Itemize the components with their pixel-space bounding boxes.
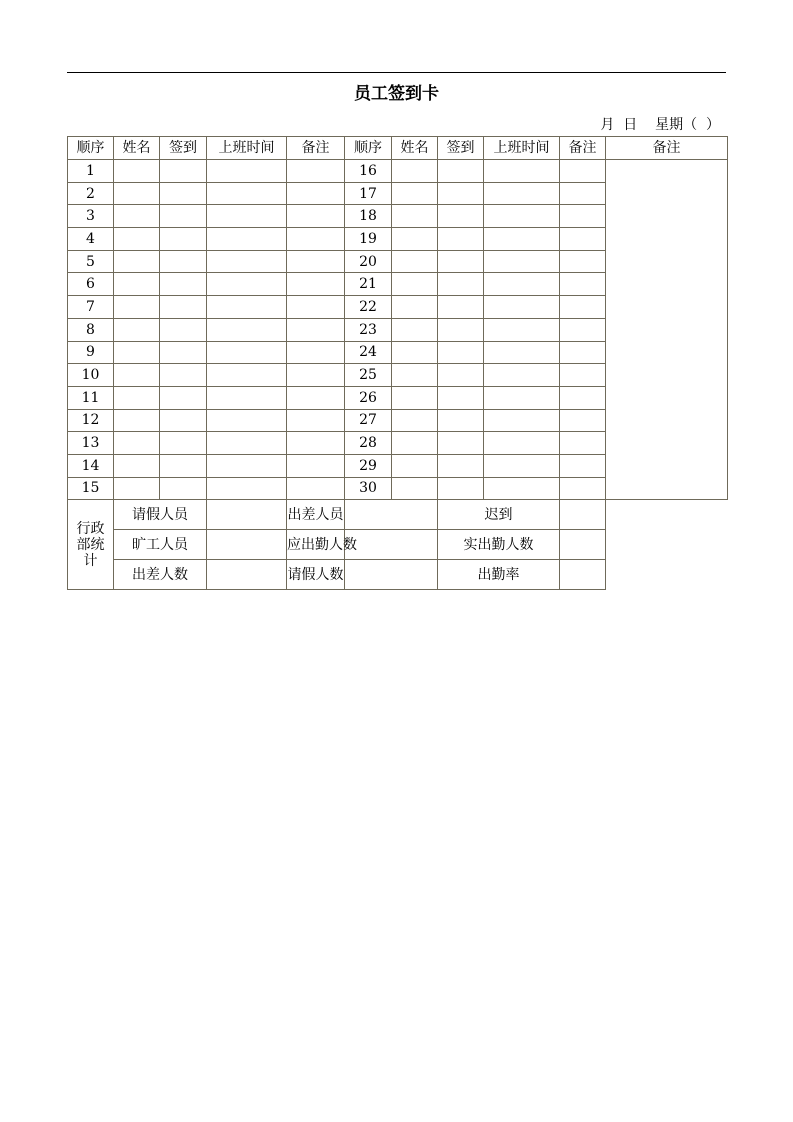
stats-value-cell[interactable] [560,500,606,530]
col-header-work-time-2: 上班时间 [484,137,560,160]
stats-label: 请假人数 [287,560,345,590]
remark-cell[interactable] [560,318,606,341]
col-header-work-time: 上班时间 [207,137,287,160]
signin-cell[interactable] [160,341,207,364]
signin-cell[interactable] [438,386,484,409]
order-cell: 12 [68,409,114,432]
stats-value-cell[interactable] [345,500,438,530]
remark-cell[interactable] [560,273,606,296]
name-cell[interactable] [392,409,438,432]
remark-cell[interactable] [560,386,606,409]
signin-cell[interactable] [438,273,484,296]
work-time-cell[interactable] [207,182,287,205]
signin-cell[interactable] [160,250,207,273]
work-time-cell[interactable] [484,432,560,455]
order-cell: 7 [68,296,114,319]
remark-cell[interactable] [287,182,345,205]
remark-cell[interactable] [287,205,345,228]
name-cell[interactable] [114,296,160,319]
remark-cell[interactable] [287,296,345,319]
order-cell: 29 [345,454,392,477]
remark-cell[interactable] [287,409,345,432]
order-cell: 17 [345,182,392,205]
signin-cell[interactable] [160,228,207,251]
name-cell[interactable] [392,296,438,319]
signin-cell[interactable] [160,364,207,387]
name-cell[interactable] [114,228,160,251]
work-time-cell[interactable] [207,160,287,183]
order-cell: 27 [345,409,392,432]
name-cell[interactable] [114,454,160,477]
name-cell[interactable] [114,364,160,387]
col-header-name-2: 姓名 [392,137,438,160]
stats-value-cell[interactable] [345,560,438,590]
col-header-signin: 签到 [160,137,207,160]
name-cell[interactable] [114,318,160,341]
name-cell[interactable] [392,432,438,455]
col-header-order-2: 顺序 [345,137,392,160]
name-cell[interactable] [392,228,438,251]
work-time-cell[interactable] [484,205,560,228]
work-time-cell[interactable] [207,409,287,432]
order-cell: 3 [68,205,114,228]
name-cell[interactable] [114,273,160,296]
signin-cell[interactable] [438,341,484,364]
remark-cell[interactable] [560,160,606,183]
signin-cell[interactable] [438,409,484,432]
order-cell: 20 [345,250,392,273]
signin-cell[interactable] [438,250,484,273]
day-label: 日 [623,117,638,133]
remark-cell[interactable] [287,386,345,409]
order-cell: 18 [345,205,392,228]
signin-cell[interactable] [160,318,207,341]
order-cell: 22 [345,296,392,319]
col-header-remark-wide: 备注 [606,137,728,160]
remark-cell[interactable] [287,273,345,296]
order-cell: 4 [68,228,114,251]
stats-label: 出勤率 [438,560,560,590]
name-cell[interactable] [114,477,160,500]
remark-cell[interactable] [287,432,345,455]
name-cell[interactable] [392,364,438,387]
signin-cell[interactable] [160,182,207,205]
remark-cell[interactable] [560,432,606,455]
name-cell[interactable] [392,160,438,183]
work-time-cell[interactable] [484,318,560,341]
col-header-remark-2: 备注 [560,137,606,160]
work-time-cell[interactable] [484,454,560,477]
work-time-cell[interactable] [207,250,287,273]
stats-value-cell[interactable] [345,530,438,560]
signin-cell[interactable] [438,364,484,387]
work-time-cell[interactable] [484,477,560,500]
order-cell: 15 [68,477,114,500]
name-cell[interactable] [392,341,438,364]
col-header-order: 顺序 [68,137,114,160]
remark-cell[interactable] [287,341,345,364]
name-cell[interactable] [392,386,438,409]
order-cell: 1 [68,160,114,183]
stats-row [68,560,728,590]
name-cell[interactable] [114,182,160,205]
signin-cell[interactable] [438,160,484,183]
work-time-cell[interactable] [207,228,287,251]
signin-cell[interactable] [160,273,207,296]
work-time-cell[interactable] [484,409,560,432]
name-cell[interactable] [392,318,438,341]
remark-cell[interactable] [287,228,345,251]
work-time-cell[interactable] [484,296,560,319]
work-time-cell[interactable] [207,273,287,296]
remark-cell[interactable] [287,250,345,273]
work-time-cell[interactable] [484,386,560,409]
stats-value-cell[interactable] [560,560,606,590]
order-cell: 16 [345,160,392,183]
remark-cell[interactable] [287,477,345,500]
stats-section-label-line: 行政 [76,520,105,537]
stats-section-label [68,500,114,590]
order-cell: 2 [68,182,114,205]
name-cell[interactable] [114,250,160,273]
signin-cell[interactable] [438,205,484,228]
date-line [600,117,720,133]
work-time-cell[interactable] [484,160,560,183]
name-cell[interactable] [114,386,160,409]
remark-cell[interactable] [560,364,606,387]
remark-area[interactable] [606,160,728,500]
stats-label: 出差人员 [287,500,345,530]
stats-label: 迟到 [438,500,560,530]
stats-label: 出差人数 [114,560,207,590]
stats-row [68,500,728,530]
order-cell: 11 [68,386,114,409]
name-cell[interactable] [392,205,438,228]
col-header-signin-2: 签到 [438,137,484,160]
work-time-cell[interactable] [484,182,560,205]
order-cell: 10 [68,364,114,387]
name-cell[interactable] [392,273,438,296]
signin-cell[interactable] [438,296,484,319]
work-time-cell[interactable] [207,432,287,455]
name-cell[interactable] [114,409,160,432]
order-cell: 25 [345,364,392,387]
signin-cell[interactable] [438,318,484,341]
order-cell: 14 [68,454,114,477]
work-time-cell[interactable] [207,341,287,364]
remark-cell[interactable] [287,454,345,477]
col-header-remark: 备注 [287,137,345,160]
order-cell: 26 [345,386,392,409]
signin-cell[interactable] [160,409,207,432]
remark-cell[interactable] [560,296,606,319]
stats-value-cell[interactable] [560,530,606,560]
signin-cell[interactable] [160,296,207,319]
remark-cell[interactable] [560,182,606,205]
remark-cell[interactable] [560,228,606,251]
stats-label: 旷工人员 [114,530,207,560]
name-cell[interactable] [392,250,438,273]
name-cell[interactable] [114,160,160,183]
stats-label: 请假人员 [114,500,207,530]
stats-value-cell[interactable] [207,560,287,590]
stats-section-label-line: 部统 [76,536,105,553]
header-row [68,137,728,160]
name-cell[interactable] [392,454,438,477]
remark-cell[interactable] [560,477,606,500]
work-time-cell[interactable] [207,386,287,409]
table-row [68,160,728,183]
order-cell: 24 [345,341,392,364]
work-time-cell[interactable] [484,228,560,251]
remark-cell[interactable] [560,409,606,432]
stats-section-label-line: 计 [83,552,98,569]
work-time-cell[interactable] [207,318,287,341]
work-time-cell[interactable] [484,250,560,273]
remark-cell[interactable] [560,250,606,273]
signin-cell[interactable] [438,477,484,500]
work-time-cell[interactable] [207,454,287,477]
work-time-cell[interactable] [207,296,287,319]
remark-cell[interactable] [287,318,345,341]
order-cell: 30 [345,477,392,500]
remark-cell[interactable] [560,205,606,228]
signin-cell[interactable] [438,454,484,477]
signin-cell[interactable] [438,182,484,205]
signin-cell[interactable] [160,477,207,500]
order-cell: 8 [68,318,114,341]
work-time-cell[interactable] [207,477,287,500]
name-cell[interactable] [114,205,160,228]
signin-cell[interactable] [160,432,207,455]
order-cell: 13 [68,432,114,455]
month-label: 月 [600,117,615,133]
stats-label: 应出勤人数 [287,530,345,560]
order-cell: 23 [345,318,392,341]
weekday-label: 星期（ ） [655,117,720,133]
page-title: 员工签到卡 [354,84,439,104]
work-time-cell[interactable] [207,364,287,387]
order-cell: 5 [68,250,114,273]
order-cell: 19 [345,228,392,251]
stats-label: 实出勤人数 [438,530,560,560]
order-cell: 6 [68,273,114,296]
signin-cell[interactable] [160,454,207,477]
remark-cell[interactable] [287,160,345,183]
order-cell: 9 [68,341,114,364]
work-time-cell[interactable] [207,205,287,228]
signin-cell[interactable] [160,205,207,228]
signin-cell[interactable] [438,228,484,251]
remark-cell[interactable] [560,454,606,477]
stats-value-cell[interactable] [207,500,287,530]
name-cell[interactable] [392,182,438,205]
remark-cell[interactable] [560,341,606,364]
stats-row [68,530,728,560]
top-rule [67,72,726,73]
order-cell: 28 [345,432,392,455]
order-cell: 21 [345,273,392,296]
name-cell[interactable] [392,477,438,500]
sign-in-table [67,136,728,590]
work-time-cell[interactable] [484,341,560,364]
stats-value-cell[interactable] [207,530,287,560]
name-cell[interactable] [114,432,160,455]
work-time-cell[interactable] [484,364,560,387]
work-time-cell[interactable] [484,273,560,296]
signin-cell[interactable] [160,386,207,409]
signin-cell[interactable] [160,160,207,183]
remark-cell[interactable] [287,364,345,387]
name-cell[interactable] [114,341,160,364]
col-header-name: 姓名 [114,137,160,160]
signin-cell[interactable] [438,432,484,455]
